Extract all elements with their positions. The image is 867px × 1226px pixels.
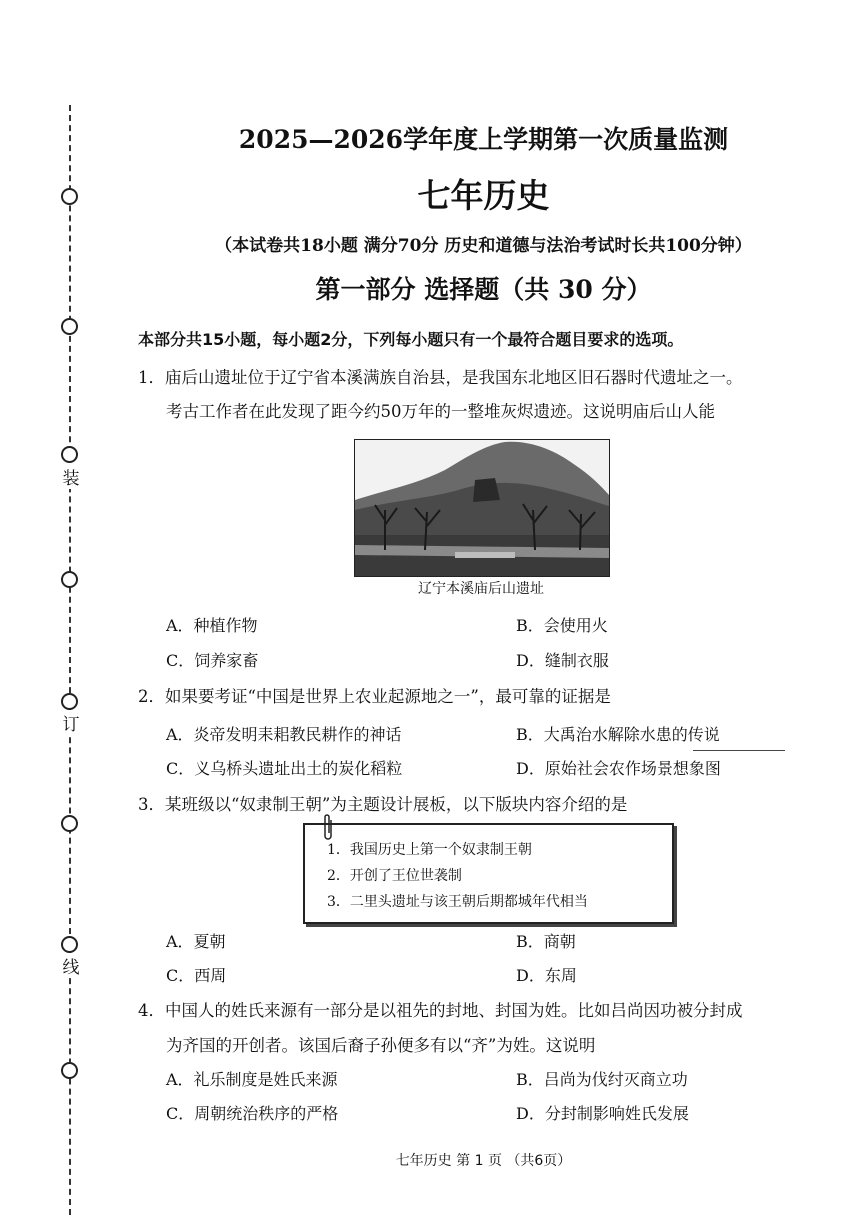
q3-option-d: D．东周 (516, 966, 577, 985)
binding-hole-icon (61, 571, 78, 588)
subject-title: 七年历史 (417, 176, 550, 215)
question-1-stem: 1．庙后山遗址位于辽宁省本溪满族自治县，是我国东北地区旧石器时代遗址之一。 (138, 368, 743, 387)
margin-label-xian: 线 (60, 953, 82, 978)
page-footer: 七年历史 第 1 页 （共6页） (395, 1153, 572, 1169)
q1-option-a: A．种植作物 (166, 616, 258, 635)
question-4-stem-cont: 为齐国的开创者。该国后裔子孙便多有以“齐”为姓。这说明 (166, 1036, 596, 1055)
q4-option-c: C．周朝统治秩序的严格 (166, 1104, 339, 1123)
figure-caption: 辽宁本溪庙后山遗址 (418, 581, 544, 597)
question-2-stem: 2．如果要考证“中国是世界上农业起源地之一”，最可靠的证据是 (138, 687, 611, 706)
margin-label-zhuang: 装 (60, 464, 82, 489)
q1-option-c: C．饲养家畜 (166, 651, 259, 670)
binding-hole-icon (61, 936, 78, 953)
question-1-stem-cont: 考古工作者在此发现了距今约50万年的一整堆灰烬遗迹。这说明庙后山人能 (166, 402, 715, 421)
q4-option-b: B．吕尚为伐纣灭商立功 (516, 1070, 688, 1089)
exhibit-board (303, 823, 674, 924)
q1-option-d: D．缝制衣服 (516, 651, 609, 670)
q2-option-d: D．原始社会农作场景想象图 (516, 759, 721, 778)
q3-option-a: A．夏朝 (166, 932, 226, 951)
question-4-stem: 4．中国人的姓氏来源有一部分是以祖先的封地、封国为姓。比如吕尚因功被分封成 (138, 1001, 743, 1020)
site-photo (354, 439, 610, 577)
q2-option-a: A．炎帝发明耒耜教民耕作的神话 (166, 725, 402, 744)
board-item-3: 3．二里头遗址与该王朝后期都城年代相当 (327, 894, 588, 910)
binding-hole-icon (61, 815, 78, 832)
q3-option-b: B．商朝 (516, 932, 576, 951)
exam-title: 2025—2026学年度上学期第一次质量监测 (238, 125, 729, 154)
paperclip-icon (322, 812, 334, 842)
q2-option-c: C．义乌桥头遗址出土的炭化稻粒 (166, 759, 403, 778)
q4-option-a: A．礼乐制度是姓氏来源 (166, 1070, 338, 1089)
binding-hole-icon (61, 318, 78, 335)
stray-mark (693, 750, 785, 751)
q1-option-b: B．会使用火 (516, 616, 608, 635)
margin-label-ding: 订 (60, 710, 82, 735)
q3-option-c: C．西周 (166, 966, 227, 985)
q2-option-b: B．大禹治水解除水患的传说 (516, 725, 720, 744)
q4-option-d: D．分封制影响姓氏发展 (516, 1104, 689, 1123)
binding-hole-icon (61, 1062, 78, 1079)
exam-info: （本试卷共18小题 满分70分 历史和道德与法治考试时长共100分钟） (215, 236, 752, 256)
board-item-1: 1．我国历史上第一个奴隶制王朝 (327, 842, 532, 858)
binding-hole-icon (61, 693, 78, 710)
section-instructions: 本部分共15小题，每小题2分，下列每小题只有一个最符合题目要求的选项。 (138, 330, 684, 349)
board-item-2: 2．开创了王位世袭制 (327, 868, 462, 884)
question-3-stem: 3．某班级以“奴隶制王朝”为主题设计展板，以下版块内容介绍的是 (138, 795, 628, 814)
section-title: 第一部分 选择题（共 30 分） (315, 275, 652, 304)
binding-hole-icon (61, 446, 78, 463)
